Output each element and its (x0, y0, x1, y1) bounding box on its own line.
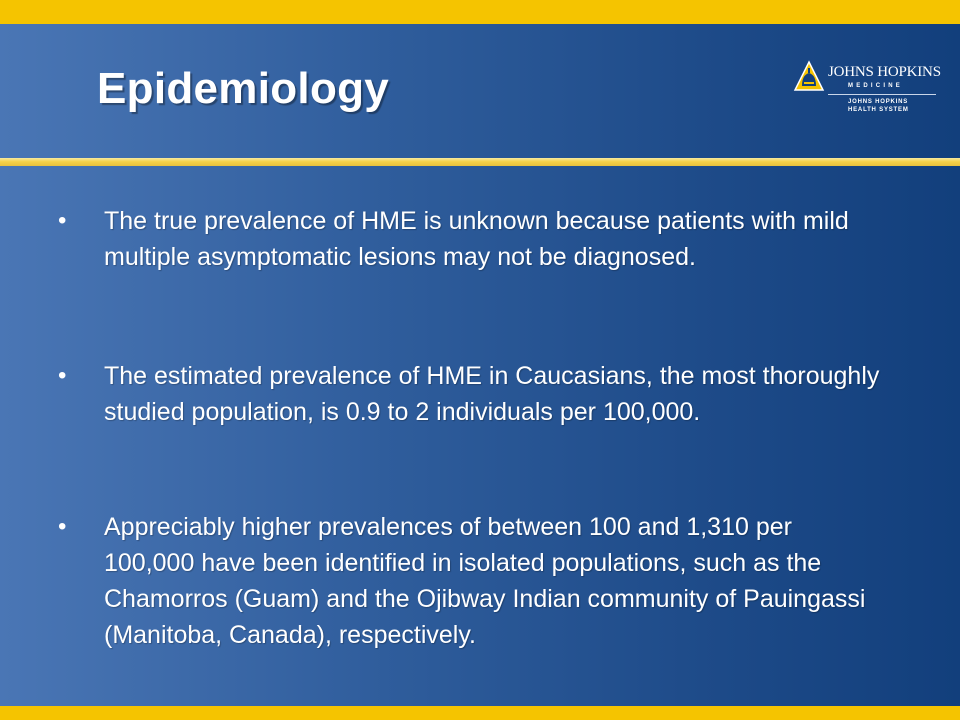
bullet-marker: • (58, 207, 67, 234)
bullet-marker: • (58, 362, 67, 389)
bottom-accent-bar (0, 706, 960, 720)
logo-text-johns-hopkins: JOHNS HOPKINS (828, 64, 941, 80)
slide-title: Epidemiology (97, 64, 390, 113)
logo-text-health-system: HEALTH SYSTEM (848, 107, 909, 113)
bullet-text: The true prevalence of HME is unknown because patients with mild multiple asymptomatic lesions may not be diagnosed. (104, 207, 849, 271)
bullet-text: Appreciably higher prevalences of between 100 and 1,310 per 100,000 have been identified in isolated populations, such as the Chamorros (Guam) and the Ojibway Indian community of Pauingassi (Manitoba, Canada), respectively. (104, 513, 866, 649)
logo-text-medicine: MEDICINE (848, 83, 903, 89)
bullet-marker: • (58, 513, 67, 540)
bullet-text: The estimated prevalence of HME in Caucasians, the most thoroughly studied population, is 0.9 to 2 individuals per 100,000. (104, 362, 880, 426)
logo-text-johns-hopkins-small: JOHNS HOPKINS (848, 99, 909, 105)
